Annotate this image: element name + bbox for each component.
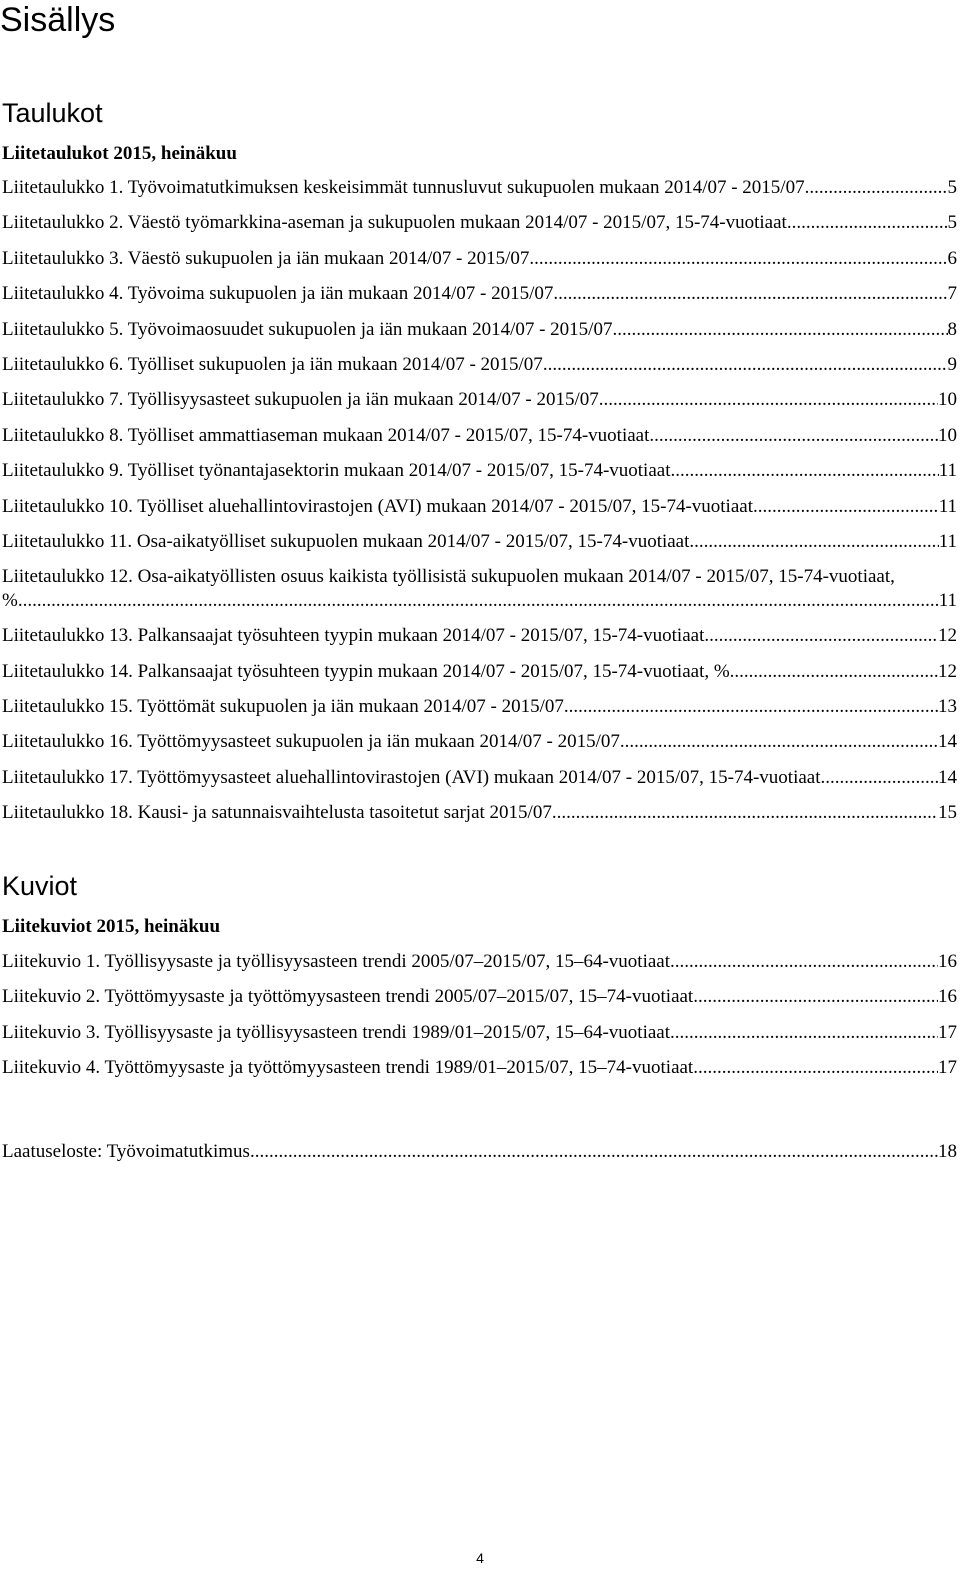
toc-entry-table-3[interactable] (2, 247, 957, 282)
toc-page-number: 8 (947, 318, 957, 340)
toc-entry-quality-report[interactable] (2, 1140, 957, 1175)
toc-entry-table-15[interactable] (2, 695, 957, 730)
toc-entry-text: Liitetaulukko 10. Työlliset aluehallintovirastojen (AVI) mukaan 2014/07 - 2015/07, 15-74-vuotiaat (2, 495, 753, 517)
tables-toc-list (2, 176, 957, 837)
toc-entry-text: Liitekuvio 4. Työttömyysaste ja työttömyysasteen trendi 1989/01–2015/07, 15–74-vuotiaat (2, 1057, 694, 1079)
toc-entry-table-8[interactable] (2, 424, 957, 459)
toc-entry-table-1[interactable] (2, 176, 957, 211)
toc-entry-text: Liitekuvio 1. Työllisyysaste ja työllisyysasteen trendi 2005/07–2015/07, 15–64-vuotiaat (2, 951, 670, 972)
toc-leader-dots (753, 495, 939, 519)
toc-entry-table-17[interactable] (2, 766, 957, 801)
toc-entry-text: Liitekuvio 2. Työttömyysaste ja työttömyysasteen trendi 2005/07–2015/07, 15–74-vuotiaat (2, 986, 694, 1008)
toc-entry-text: Liitetaulukko 2. Väestö työmarkkina-aseman ja sukupuolen mukaan 2014/07 - 2015/07, 15-74-vuotiaat (2, 212, 787, 234)
toc-page-number: 16 (938, 986, 957, 1008)
toc-page-number: 6 (947, 247, 957, 269)
toc-entry-table-12[interactable] (2, 565, 957, 613)
toc-entry-text: Liitetaulukko 6. Työlliset sukupuolen ja iän mukaan 2014/07 - 2015/07 (2, 353, 543, 375)
toc-entry-text: Liitetaulukko 7. Työllisyysasteet sukupuolen ja iän mukaan 2014/07 - 2015/07 (2, 389, 599, 411)
toc-page-number: 15 (938, 802, 957, 824)
toc-entry-table-2[interactable] (2, 211, 957, 246)
toc-leader-dots (730, 660, 938, 684)
toc-entry-text: Liitetaulukko 13. Palkansaajat työsuhteen tyypin mukaan 2014/07 - 2015/07, 15-74-vuotiaat (2, 625, 705, 647)
figures-subheading: Liitekuviot 2015, heinäkuu (2, 916, 221, 937)
toc-leader-dots (805, 176, 948, 200)
toc-page-number: 14 (938, 766, 957, 788)
toc-leader-dots (704, 624, 938, 648)
section-title-figures: Kuviot (2, 871, 78, 901)
toc-page-number: 18 (938, 1141, 957, 1162)
toc-entry-figure-2[interactable] (2, 985, 957, 1020)
toc-page-number: 11 (938, 460, 957, 482)
toc-leader-dots (670, 459, 938, 483)
toc-entry-figure-1[interactable] (2, 950, 957, 985)
toc-page-number: 10 (938, 424, 957, 446)
toc-entry-text: Liitetaulukko 18. Kausi- ja satunnaisvaihtelusta tasoitetut sarjat 2015/07 (2, 802, 552, 824)
toc-entry-text: Liitetaulukko 3. Väestö sukupuolen ja iän mukaan 2014/07 - 2015/07 (2, 247, 530, 269)
toc-leader-dots (250, 1140, 938, 1164)
toc-entry-table-6[interactable] (2, 353, 957, 388)
toc-page-number: 13 (938, 696, 957, 718)
toc-page-number: 10 (938, 389, 957, 411)
toc-leader-dots (649, 424, 938, 448)
toc-page-number: 17 (938, 1021, 957, 1043)
toc-leader-dots (620, 730, 938, 754)
toc-page-number: 7 (947, 283, 957, 305)
toc-entry-text: Liitetaulukko 12. Osa-aikatyöllisten osuus kaikista työllisistä sukupuolen mukaan 2014/07 - 2015/07, 15-74-vuotiaat, (2, 566, 895, 588)
toc-leader-dots (821, 766, 938, 790)
toc-leader-dots (552, 801, 938, 825)
toc-entry-table-13[interactable] (2, 624, 957, 659)
toc-page-number: 5 (947, 212, 957, 234)
toc-leader-dots (599, 388, 938, 412)
toc-leader-dots (18, 589, 939, 613)
toc-leader-dots (670, 950, 938, 974)
section-title-tables: Taulukot (2, 98, 103, 128)
toc-leader-dots (787, 211, 948, 235)
toc-entry-figure-3[interactable] (2, 1021, 957, 1056)
quality-toc-list (2, 1140, 957, 1175)
toc-page-number: 11 (938, 495, 957, 517)
toc-leader-dots (693, 985, 938, 1009)
toc-entry-text: Liitetaulukko 9. Työlliset työnantajasektorin mukaan 2014/07 - 2015/07, 15-74-vuotiaat (2, 460, 671, 482)
page-title: Sisällys (0, 1, 116, 39)
toc-entry-table-11[interactable] (2, 530, 957, 565)
toc-page-number: 17 (938, 1057, 957, 1079)
toc-page-number: 14 (938, 731, 957, 753)
toc-entry-table-4[interactable] (2, 282, 957, 317)
toc-leader-dots (693, 1056, 938, 1080)
toc-entry-table-16[interactable] (2, 730, 957, 765)
toc-entry-table-10[interactable] (2, 495, 957, 530)
toc-entry-table-7[interactable] (2, 388, 957, 423)
toc-leader-dots (689, 530, 938, 554)
figures-toc-list (2, 950, 957, 1092)
toc-entry-table-14[interactable] (2, 660, 957, 695)
page-number: 4 (476, 1550, 484, 1566)
toc-entry-table-9[interactable] (2, 459, 957, 494)
toc-page-number: 9 (947, 353, 957, 375)
toc-entry-text: Liitetaulukko 16. Työttömyysasteet sukupuolen ja iän mukaan 2014/07 - 2015/07 (2, 731, 620, 753)
tables-subheading: Liitetaulukot 2015, heinäkuu (2, 143, 237, 164)
toc-entry-text: Liitetaulukko 11. Osa-aikatyölliset sukupuolen mukaan 2014/07 - 2015/07, 15-74-vuotiaat (2, 530, 690, 552)
toc-entry-text: Liitekuvio 3. Työllisyysaste ja työllisyysasteen trendi 1989/01–2015/07, 15–64-vuotiaat (2, 1021, 670, 1043)
toc-page-number: 16 (938, 951, 957, 972)
toc-page-number: 11 (938, 530, 957, 552)
toc-entry-text-continued: % (2, 590, 18, 612)
toc-page-number: 5 (947, 177, 957, 198)
toc-entry-text: Liitetaulukko 4. Työvoima sukupuolen ja iän mukaan 2014/07 - 2015/07 (2, 283, 554, 305)
toc-entry-table-5[interactable] (2, 318, 957, 353)
toc-page-number: 12 (938, 660, 957, 682)
toc-page-number: 12 (938, 625, 957, 647)
toc-leader-dots (612, 318, 947, 342)
toc-entry-text: Liitetaulukko 14. Palkansaajat työsuhteen tyypin mukaan 2014/07 - 2015/07, 15-74-vuotiaat, % (2, 660, 730, 682)
toc-entry-figure-4[interactable] (2, 1056, 957, 1091)
toc-entry-text: Liitetaulukko 1. Työvoimatutkimuksen keskeisimmät tunnusluvut sukupuolen mukaan 2014/07 - 2015/07 (2, 177, 805, 198)
toc-leader-dots (670, 1021, 938, 1045)
toc-entry-text: Liitetaulukko 17. Työttömyysasteet aluehallintovirastojen (AVI) mukaan 2014/07 - 2015/07, 15-74-vuotiaat (2, 766, 821, 788)
toc-entry-table-18[interactable] (2, 801, 957, 836)
toc-entry-text: Laatuseloste: Työvoimatutkimus (2, 1141, 250, 1162)
toc-page-number: 11 (938, 590, 957, 612)
toc-leader-dots (529, 247, 947, 271)
toc-entry-text: Liitetaulukko 8. Työlliset ammattiaseman mukaan 2014/07 - 2015/07, 15-74-vuotiaat (2, 424, 650, 446)
toc-leader-dots (553, 282, 947, 306)
toc-entry-text: Liitetaulukko 15. Työttömät sukupuolen ja iän mukaan 2014/07 - 2015/07 (2, 696, 564, 718)
toc-leader-dots (543, 353, 948, 377)
toc-leader-dots (564, 695, 938, 719)
toc-entry-text: Liitetaulukko 5. Työvoimaosuudet sukupuolen ja iän mukaan 2014/07 - 2015/07 (2, 318, 613, 340)
